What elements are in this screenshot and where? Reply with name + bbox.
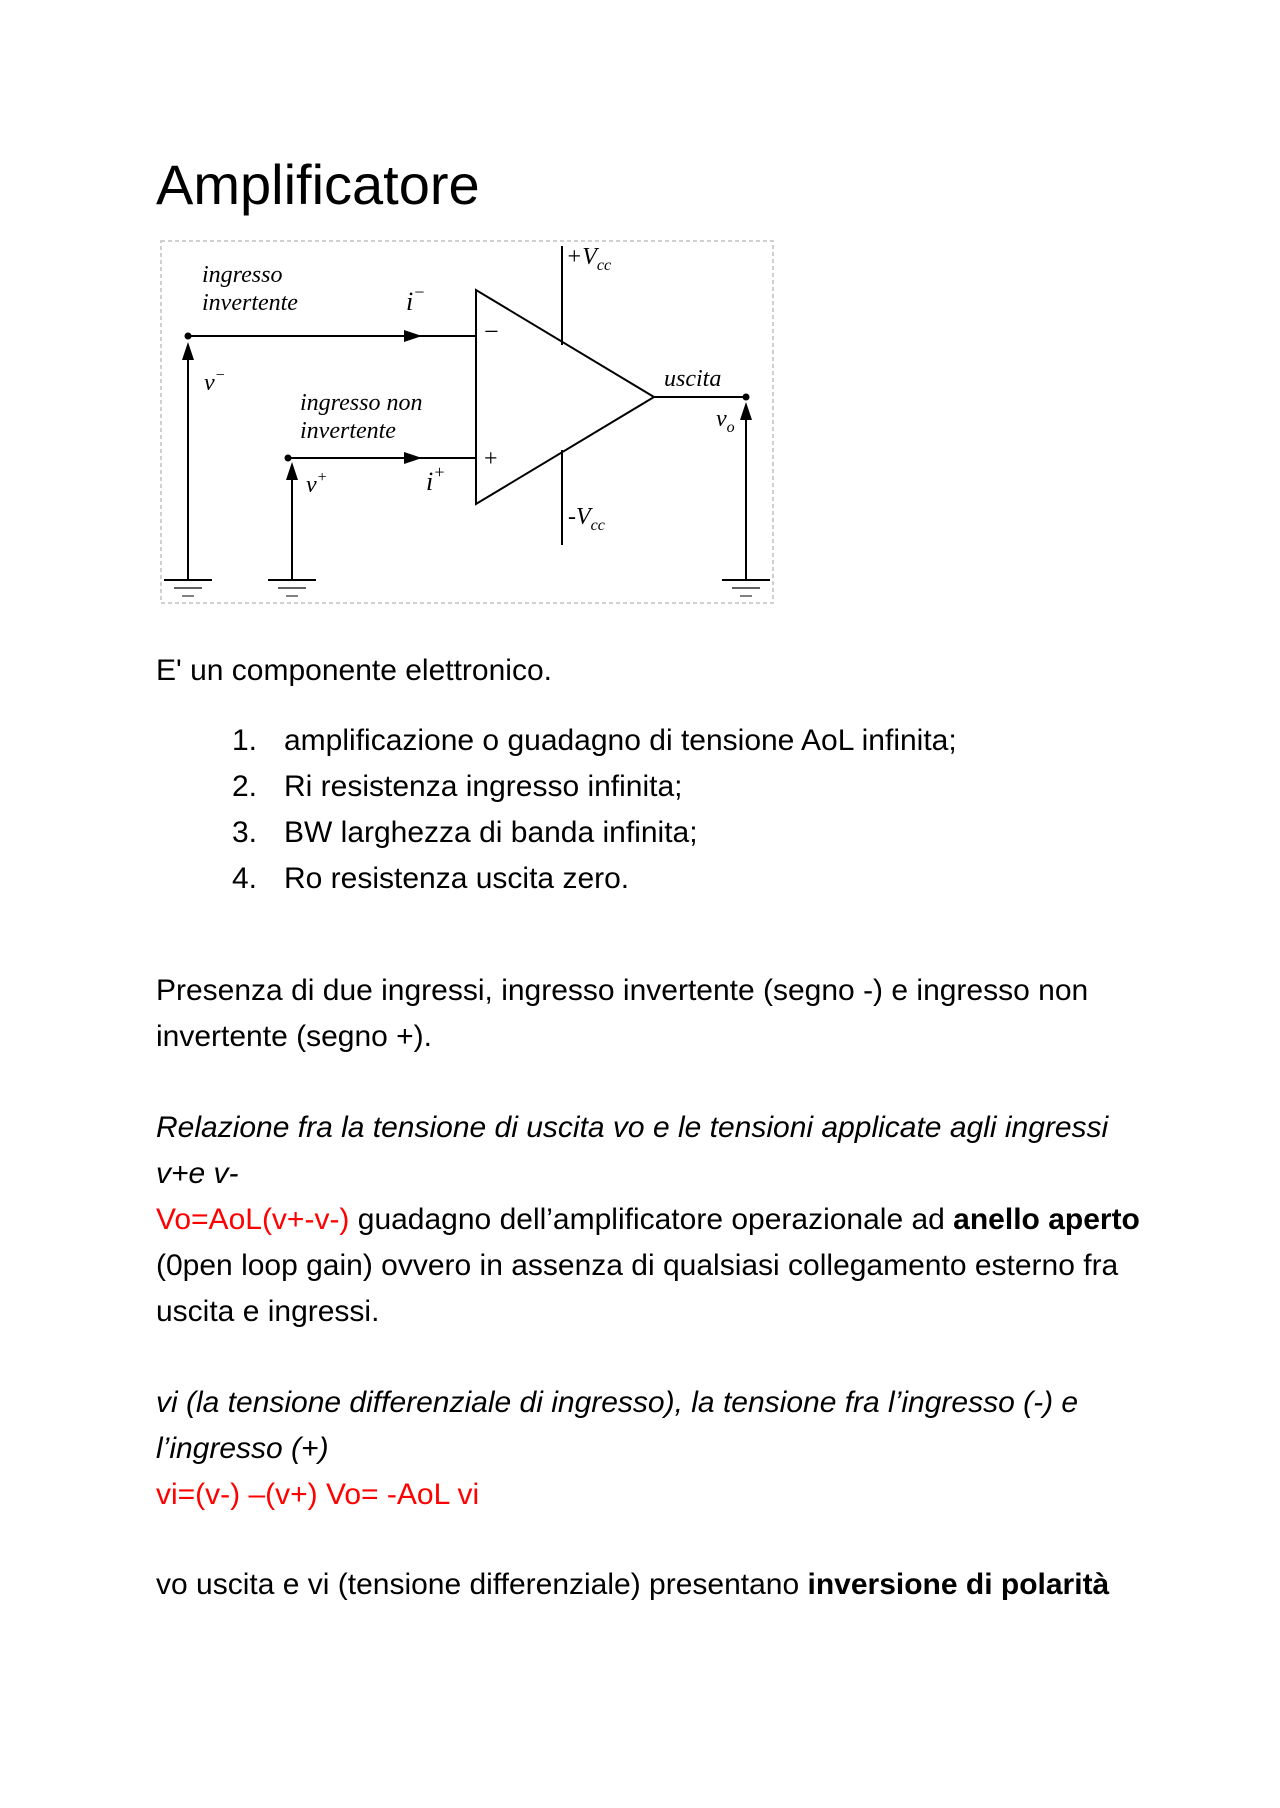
v-minus-arrow xyxy=(182,342,194,360)
label-v-plus xyxy=(306,469,327,498)
i-minus-base: i xyxy=(406,287,414,316)
noninverting-terminal xyxy=(285,455,292,462)
relation-bold: anello aperto xyxy=(953,1203,1140,1236)
v-plus-base: v xyxy=(306,472,317,498)
i-plus-arrow xyxy=(404,452,422,464)
i-plus-base: i xyxy=(426,467,434,496)
polarity-bold: inversione di polarità xyxy=(807,1568,1110,1601)
ground-right xyxy=(722,580,770,596)
list-text: amplificazione o guadagno di tensione AoL infinita; xyxy=(284,724,957,757)
vcc-neg-base: -V xyxy=(568,504,591,530)
vo-base: v xyxy=(716,406,727,432)
opamp-diagram xyxy=(160,240,774,605)
label-i-plus xyxy=(426,462,445,496)
list-number: 2. xyxy=(232,770,258,803)
i-minus-arrow xyxy=(404,330,422,342)
label-output: uscita xyxy=(664,366,722,392)
relation-text-1: guadagno dell’amplificatore operazionale ad xyxy=(349,1203,954,1236)
polarity-paragraph xyxy=(156,1562,1156,1608)
i-plus-sup: + xyxy=(433,462,446,482)
label-vcc-neg xyxy=(568,504,605,534)
ground-left xyxy=(164,580,212,596)
list-item xyxy=(156,856,957,902)
label-vo xyxy=(716,406,735,436)
vi-italic: vi (la tensione differenziale di ingresso), la tensione fra l’ingresso (-) e l’ingresso (+) xyxy=(156,1386,1079,1465)
vcc-neg-sub: cc xyxy=(590,517,605,534)
label-i-minus xyxy=(406,282,425,316)
intro-paragraph: E' un componente elettronico. xyxy=(156,654,552,687)
inputs-paragraph: Presenza di due ingressi, ingresso invertente (segno -) e ingresso non invertente (segno +). xyxy=(156,974,1089,1053)
opamp-plus-sign: + xyxy=(484,446,498,472)
list-text: Ro resistenza uscita zero. xyxy=(284,862,630,895)
opamp-minus-sign: − xyxy=(484,317,499,346)
label-inverting-1: ingresso xyxy=(202,262,283,288)
i-minus-sup: − xyxy=(413,282,426,302)
vi-formula: vi=(v-) –(v+) Vo= -AoL vi xyxy=(156,1478,480,1511)
ground-middle xyxy=(268,580,316,596)
label-v-minus xyxy=(204,367,225,396)
vi-paragraph xyxy=(156,1380,1156,1518)
vcc-pos-base: +V xyxy=(566,244,597,270)
list-item xyxy=(156,810,957,856)
inverting-terminal xyxy=(185,333,192,340)
relation-formula: Vo=AoL(v+-v-) xyxy=(156,1203,350,1236)
label-vcc-pos xyxy=(566,244,611,274)
properties-list xyxy=(156,718,957,902)
polarity-text: vo uscita e vi (tensione differenziale) presentano xyxy=(156,1568,808,1601)
list-number: 1. xyxy=(232,724,258,757)
list-number: 4. xyxy=(232,862,258,895)
vo-arrow xyxy=(740,402,752,420)
opamp-svg xyxy=(160,240,774,605)
v-minus-base: v xyxy=(204,370,215,396)
vo-sub: o xyxy=(726,419,735,436)
label-inverting-2: invertente xyxy=(202,290,298,316)
list-number: 3. xyxy=(232,816,258,849)
relation-text-2: (0pen loop gain) ovvero in assenza di qualsiasi collegamento esterno fra uscita e ingressi. xyxy=(156,1249,1119,1328)
v-plus-sup: + xyxy=(316,469,328,486)
list-text: Ri resistenza ingresso infinita; xyxy=(284,770,683,803)
vcc-pos-sub: cc xyxy=(596,257,612,274)
list-item xyxy=(156,764,957,810)
output-terminal xyxy=(743,394,750,401)
label-noninverting-1: ingresso non xyxy=(300,390,423,416)
list-text: BW larghezza di banda infinita; xyxy=(284,816,698,849)
opamp-triangle xyxy=(476,290,654,504)
v-plus-arrow xyxy=(286,462,298,480)
page-title: Amplificatore xyxy=(156,153,480,216)
relation-italic: Relazione fra la tensione di uscita vo e le tensioni applicate agli ingressi v+e v- xyxy=(156,1111,1109,1190)
list-item xyxy=(156,718,957,764)
relation-paragraph xyxy=(156,1105,1156,1335)
v-minus-sup: − xyxy=(214,367,226,384)
label-noninverting-2: invertente xyxy=(300,418,396,444)
